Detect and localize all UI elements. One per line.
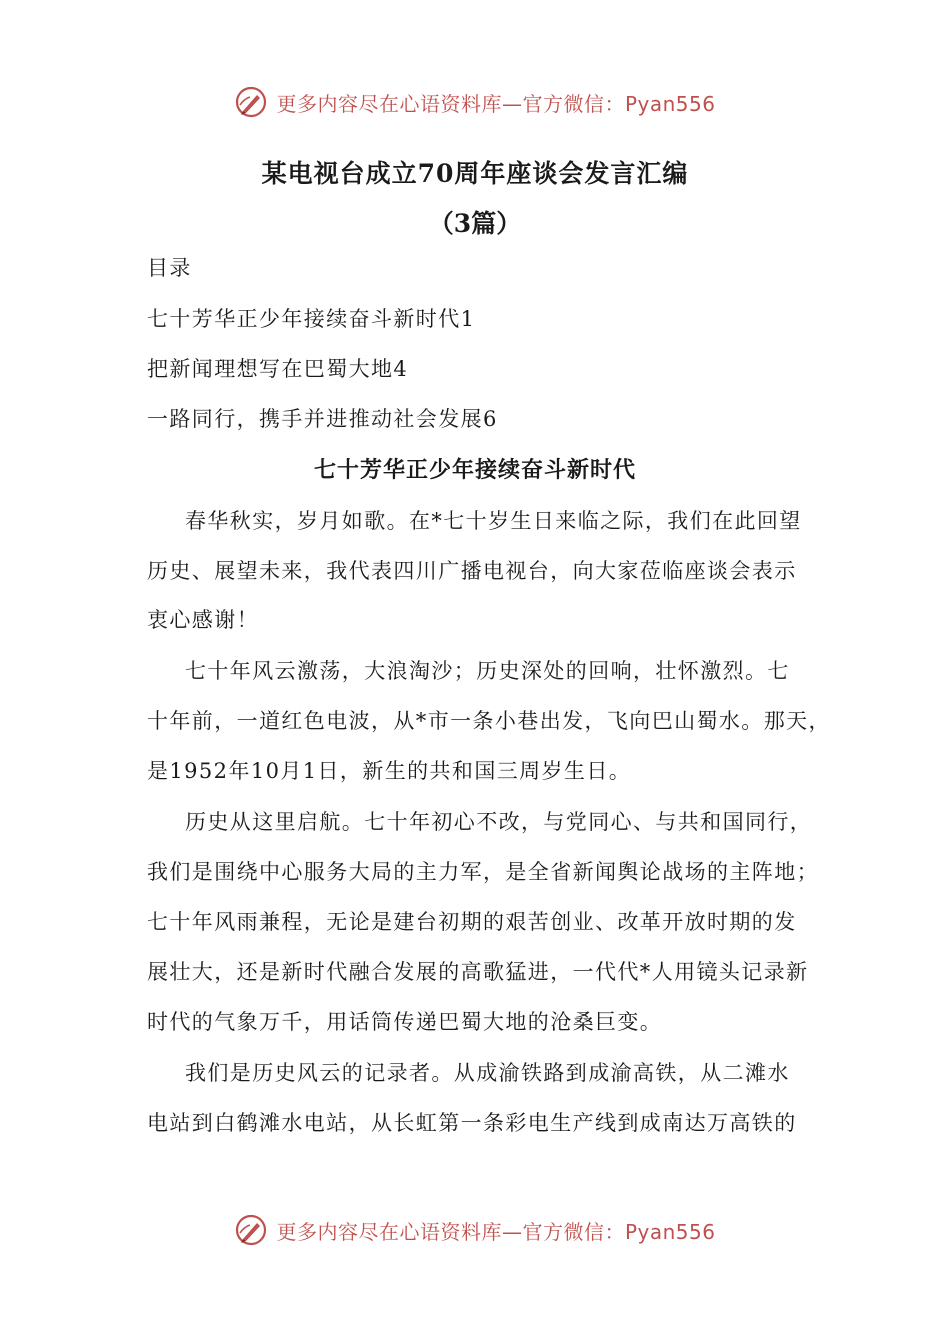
footer-watermark-banner [0,1210,950,1250]
body-line: 春华秋实，岁月如歌。在*七十岁生日来临之际，我们在此回望 [185,509,802,533]
document-title: 某电视台成立70周年座谈会发言汇编 [261,159,689,188]
body-line: 衷心感谢！ [147,608,259,632]
pen-nib-logo-icon [234,1213,268,1247]
body-line: 我们是围绕中心服务大局的主力军，是全省新闻舆论战场的主阵地； [147,860,819,884]
body-line: 七十年风云激荡，大浪淘沙；历史深处的回响，壮怀激烈。七 [185,659,790,683]
body-line: 历史从这里启航。七十年初心不改，与党同心、与共和国同行， [185,810,813,834]
watermark-text: 更多内容尽在心语资料库—官方微信：Pyan556 [276,91,716,116]
section-heading: 七十芳华正少年接续奋斗新时代 [313,457,636,483]
body-line: 展壮大，还是新时代融合发展的高歌猛进，一代代*人用镜头记录新 [147,960,809,984]
toc-item-2: 把新闻理想写在巴蜀大地4 [147,357,409,381]
toc-label: 目录 [147,256,192,280]
toc-item-3: 一路同行，携手并进推动社会发展6 [147,407,498,431]
body-line: 历史、展望未来，我代表四川广播电视台，向大家莅临座谈会表示 [147,559,797,583]
header-watermark-banner [0,82,950,122]
body-line: 是1952年10月1日，新生的共和国三周岁生日。 [147,759,632,783]
body-line: 我们是历史风云的记录者。从成渝铁路到成渝高铁，从二滩水 [185,1061,790,1085]
toc-item-1: 七十芳华正少年接续奋斗新时代1 [147,307,476,331]
pen-nib-logo-icon [234,85,268,119]
body-line: 七十年风雨兼程，无论是建台初期的艰苦创业、改革开放时期的发 [147,910,797,934]
document-subtitle: （3篇） [428,209,522,238]
body-line: 电站到白鹤滩水电站，从长虹第一条彩电生产线到成南达万高铁的 [147,1111,797,1135]
body-line: 十年前，一道红色电波，从*市一条小巷出发，飞向巴山蜀水。那天， [147,709,831,733]
body-line: 时代的气象万千，用话筒传递巴蜀大地的沧桑巨变。 [147,1010,663,1034]
watermark-text: 更多内容尽在心语资料库—官方微信：Pyan556 [276,1219,716,1244]
